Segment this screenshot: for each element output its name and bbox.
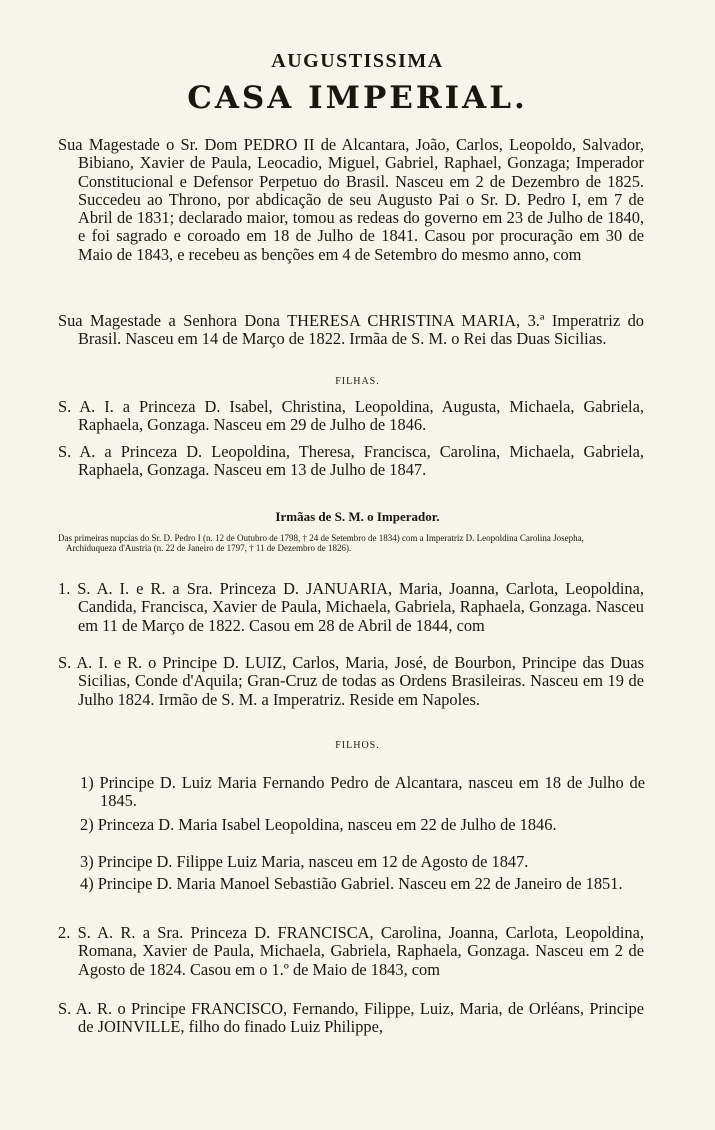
list-item-filho-4: 4) Principe D. Maria Manoel Sebastião Gabriel. Nasceu em 22 de Janeiro de 1851. (80, 874, 623, 893)
paragraph-empress: Sua Magestade a Senhora Dona THERESA CHRISTINA MARIA, 3.ª Imperatriz do Brasil. Nasceu em 14 de Março de 1822. Irmãa de S. M. o Rei das Duas Sicilias. (58, 311, 644, 349)
paragraph-januaria: 1. S. A. I. e R. a Sra. Princeza D. JANUARIA, Maria, Joanna, Carlota, Leopoldina, Candida, Francisca, Xavier de Paula, Michaela, Gabriela, Raphaela, Gonzaga. Nasceu em 11 de Março de 1822. Casou em 28 de Abril de 1844, com (58, 579, 644, 635)
paragraph-luiz: S. A. I. e R. o Principe D. LUIZ, Carlos, Maria, José, de Bourbon, Principe das Duas Sicilias, Conde d'Aquila; Gran-Cruz de todas as Ordens Brasileiras. Nasceu em 19 de Julho 1824. Irmão de S. M. a Imperatriz. Reside em Napoles. (58, 653, 644, 709)
title-augustissima: AUGUSTISSIMA (271, 50, 444, 72)
paragraph-emperor: Sua Magestade o Sr. Dom PEDRO II de Alcantara, João, Carlos, Leopoldo, Salvador, Bibiano, Xavier de Paula, Leocadio, Miguel, Gabriel, Raphael, Gonzaga; Imperador Constitucional e Defensor Perpetuo do Brasil. Nasceu em 2 de Dezembro de 1825. Succedeu ao Throno, por abdicação de seu Augusto Pai o Sr. D. Pedro I, em 7 de Abril de 1831; declarado maior, tomou as redeas do governo em 23 de Julho de 1840, e foi sagrado e coroado em 18 de Julho de 1841. Casou por procuração em 30 de Maio de 1843, e recebeu as benções em 4 de Setembro do mesmo anno, com (58, 135, 644, 264)
list-item-filho-3: 3) Principe D. Filippe Luiz Maria, nasceu em 12 de Agosto de 1847. (80, 852, 529, 871)
title-casa-imperial: CASA IMPERIAL. (187, 80, 528, 116)
heading-irmaas: Irmãas de S. M. o Imperador. (275, 509, 440, 524)
list-item-filho-2: 2) Princeza D. Maria Isabel Leopoldina, nasceu em 22 de Julho de 1846. (80, 815, 557, 834)
heading-filhos: FILHOS. (335, 740, 380, 751)
paragraph-francisca: 2. S. A. R. a Sra. Princeza D. FRANCISCA, Carolina, Joanna, Carlota, Leopoldina, Romana, Xavier de Paula, Michaela, Gabriela, Raphaela, Gonzaga. Nasceu em 2 de Agosto de 1824. Casou em o 1.º de Maio de 1843, com (58, 923, 644, 979)
list-item-isabel: S. A. I. a Princeza D. Isabel, Christina, Leopoldina, Augusta, Michaela, Gabriela, Raphaela, Gonzaga. Nasceu em 29 de Julho de 1846. (58, 397, 644, 435)
footnote-primeiras-nupcias: Das primeiras nupcias do Sr. D. Pedro I (n. 12 de Outubro de 1798, † 24 de Setembro de 1834) com a Imperatriz D. Leopoldina Carolina Josepha, Archiduqueza d'Austria (n. 22 de Janeiro de 1797, † 11 de Dezembro de 1826). (58, 533, 584, 553)
paragraph-joinville: S. A. R. o Principe FRANCISCO, Fernando, Filippe, Luiz, Maria, de Orléans, Principe de JOINVILLE, filho do finado Luiz Philippe, (58, 999, 644, 1037)
heading-filhas: FILHAS. (335, 376, 380, 387)
list-item-leopoldina: S. A. a Princeza D. Leopoldina, Theresa, Francisca, Carolina, Michaela, Gabriela, Raphaela, Gonzaga. Nasceu em 13 de Julho de 1847. (58, 442, 644, 480)
list-item-filho-1: 1) Principe D. Luiz Maria Fernando Pedro de Alcantara, nasceu em 18 de Julho de 1845. (80, 773, 645, 811)
